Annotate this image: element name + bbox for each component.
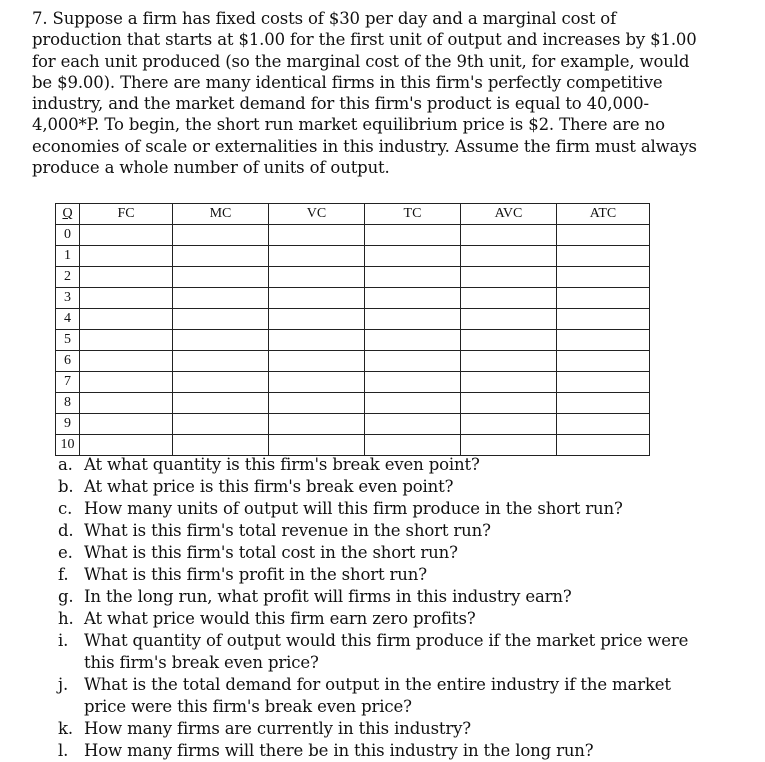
mc-cell[interactable] (173, 246, 269, 267)
table-row (56, 246, 650, 267)
question-text (84, 520, 491, 542)
avc-cell[interactable] (461, 414, 557, 435)
quantity-cell: 3 (56, 288, 80, 309)
question-text (84, 564, 427, 586)
table-row (56, 435, 650, 456)
fc-cell[interactable] (80, 351, 173, 372)
header-q: Q (56, 204, 80, 225)
table-row (56, 330, 650, 351)
atc-cell[interactable] (557, 351, 650, 372)
quantity-cell: 4 (56, 309, 80, 330)
question-item (58, 454, 698, 476)
question-letter: l. (58, 741, 69, 760)
question-text (84, 608, 476, 630)
quantity-cell: 9 (56, 414, 80, 435)
fc-cell[interactable] (80, 288, 173, 309)
mc-cell[interactable] (173, 351, 269, 372)
atc-cell[interactable] (557, 225, 650, 246)
question-text (84, 498, 623, 520)
problem-line: economies of scale or externalities in this industry. Assume the firm must always (32, 136, 697, 156)
question-text (84, 586, 572, 608)
question-item (58, 564, 698, 586)
vc-cell[interactable] (269, 267, 365, 288)
tc-cell[interactable] (365, 414, 461, 435)
tc-cell[interactable] (365, 393, 461, 414)
question-letter: f. (58, 565, 69, 584)
question-item (58, 608, 698, 630)
question-letter: e. (58, 543, 73, 562)
tc-cell[interactable] (365, 225, 461, 246)
atc-cell[interactable] (557, 288, 650, 309)
question-letter: k. (58, 719, 73, 738)
fc-cell[interactable] (80, 372, 173, 393)
question-item (58, 586, 698, 608)
problem-line: 7. Suppose a firm has fixed costs of $30 per day and a marginal cost of (32, 9, 617, 28)
avc-cell[interactable] (461, 309, 557, 330)
mc-cell[interactable] (173, 372, 269, 393)
tc-cell[interactable] (365, 309, 461, 330)
vc-cell[interactable] (269, 330, 365, 351)
tc-cell[interactable] (365, 246, 461, 267)
question-letter: d. (58, 521, 74, 540)
question-line: price were this firm's break even price? (84, 697, 412, 716)
question-letter: c. (58, 499, 73, 518)
atc-cell[interactable] (557, 393, 650, 414)
problem-line: production that starts at $1.00 for the first unit of output and increases by $1.00 (32, 30, 697, 50)
avc-cell[interactable] (461, 393, 557, 414)
question-item (58, 718, 698, 740)
quantity-cell: 8 (56, 393, 80, 414)
atc-cell[interactable] (557, 414, 650, 435)
mc-cell[interactable] (173, 309, 269, 330)
fc-cell[interactable] (80, 225, 173, 246)
avc-cell[interactable] (461, 246, 557, 267)
atc-cell[interactable] (557, 267, 650, 288)
table-row (56, 288, 650, 309)
fc-cell[interactable] (80, 414, 173, 435)
header-avc: AVC (461, 204, 557, 225)
question-item (58, 476, 698, 498)
question-letter: h. (58, 609, 74, 628)
question-text (84, 476, 453, 498)
question-line: How many units of output will this firm produce in the short run? (84, 499, 623, 518)
table-row (56, 393, 650, 414)
quantity-cell: 7 (56, 372, 80, 393)
problem-line: industry, and the market demand for this firm's product is equal to 40,000- (32, 94, 649, 114)
atc-cell[interactable] (557, 330, 650, 351)
question-line: What is this firm's total cost in the short run? (84, 543, 458, 562)
question-line: At what price would this firm earn zero profits? (84, 609, 476, 628)
question-letter: g. (58, 587, 74, 606)
question-line: What is this firm's total revenue in the short run? (84, 521, 491, 540)
quantity-cell: 0 (56, 225, 80, 246)
avc-cell[interactable] (461, 225, 557, 246)
question-line: What is the total demand for output in the entire industry if the market (84, 675, 671, 694)
avc-cell[interactable] (461, 351, 557, 372)
mc-cell[interactable] (173, 267, 269, 288)
fc-cell[interactable] (80, 435, 173, 456)
table-row (56, 225, 650, 246)
vc-cell[interactable] (269, 393, 365, 414)
avc-cell[interactable] (461, 330, 557, 351)
vc-cell[interactable] (269, 372, 365, 393)
question-letter: b. (58, 477, 74, 496)
question-text (84, 674, 671, 718)
cost-table (55, 203, 650, 456)
atc-cell[interactable] (557, 309, 650, 330)
tc-cell[interactable] (365, 288, 461, 309)
vc-cell[interactable] (269, 309, 365, 330)
avc-cell[interactable] (461, 372, 557, 393)
question-line: How many firms are currently in this industry? (84, 719, 471, 738)
problem-line: 4,000*P. To begin, the short run market equilibrium price is $2. There are no (32, 115, 665, 135)
atc-cell[interactable] (557, 372, 650, 393)
vc-cell[interactable] (269, 351, 365, 372)
header-tc: TC (365, 204, 461, 225)
fc-cell[interactable] (80, 267, 173, 288)
avc-cell[interactable] (461, 267, 557, 288)
question-item (58, 498, 698, 520)
atc-cell[interactable] (557, 246, 650, 267)
question-line: this firm's break even price? (84, 653, 319, 672)
atc-cell[interactable] (557, 435, 650, 456)
table-row (56, 267, 650, 288)
quantity-cell: 6 (56, 351, 80, 372)
avc-cell[interactable] (461, 435, 557, 456)
fc-cell[interactable] (80, 393, 173, 414)
vc-cell[interactable] (269, 246, 365, 267)
quantity-cell: 5 (56, 330, 80, 351)
question-list (58, 454, 698, 762)
header-fc: FC (80, 204, 173, 225)
question-letter: a. (58, 455, 73, 474)
table-row (56, 372, 650, 393)
question-line: What is this firm's profit in the short run? (84, 565, 427, 584)
header-atc: ATC (557, 204, 650, 225)
question-item (58, 542, 698, 564)
question-letter: j. (58, 675, 69, 694)
tc-cell[interactable] (365, 267, 461, 288)
avc-cell[interactable] (461, 288, 557, 309)
vc-cell[interactable] (269, 288, 365, 309)
mc-cell[interactable] (173, 330, 269, 351)
table-header-row (56, 204, 650, 225)
mc-cell[interactable] (173, 225, 269, 246)
question-line: In the long run, what profit will firms in this industry earn? (84, 587, 572, 606)
tc-cell[interactable] (365, 435, 461, 456)
mc-cell[interactable] (173, 414, 269, 435)
question-text (84, 718, 471, 740)
table-row (56, 309, 650, 330)
tc-cell[interactable] (365, 372, 461, 393)
header-mc: MC (173, 204, 269, 225)
problem-line: for each unit produced (so the marginal cost of the 9th unit, for example, would (32, 51, 690, 71)
question-text (84, 740, 593, 762)
fc-cell[interactable] (80, 330, 173, 351)
mc-cell[interactable] (173, 435, 269, 456)
fc-cell[interactable] (80, 309, 173, 330)
question-item (58, 630, 698, 674)
mc-cell[interactable] (173, 288, 269, 309)
problem-statement (32, 8, 697, 178)
question-text (84, 630, 688, 674)
quantity-cell: 1 (56, 246, 80, 267)
tc-cell[interactable] (365, 330, 461, 351)
question-text (84, 454, 480, 476)
table-row (56, 351, 650, 372)
question-line: What quantity of output would this firm produce if the market price were (84, 631, 689, 650)
vc-cell[interactable] (269, 435, 365, 456)
quantity-cell: 10 (56, 435, 80, 456)
question-line: At what quantity is this firm's break even point? (84, 455, 480, 474)
quantity-cell: 2 (56, 267, 80, 288)
fc-cell[interactable] (80, 246, 173, 267)
table-row (56, 414, 650, 435)
tc-cell[interactable] (365, 351, 461, 372)
question-item (58, 740, 698, 762)
question-line: At what price is this firm's break even point? (84, 477, 454, 496)
vc-cell[interactable] (269, 414, 365, 435)
question-item (58, 674, 698, 718)
problem-line: be $9.00). There are many identical firms in this firm's perfectly competitive (32, 72, 663, 92)
header-vc: VC (269, 204, 365, 225)
mc-cell[interactable] (173, 393, 269, 414)
vc-cell[interactable] (269, 225, 365, 246)
question-letter: i. (58, 631, 69, 650)
question-text (84, 542, 458, 564)
question-item (58, 520, 698, 542)
question-line: How many firms will there be in this industry in the long run? (84, 741, 594, 760)
problem-line: produce a whole number of units of output. (32, 158, 390, 178)
